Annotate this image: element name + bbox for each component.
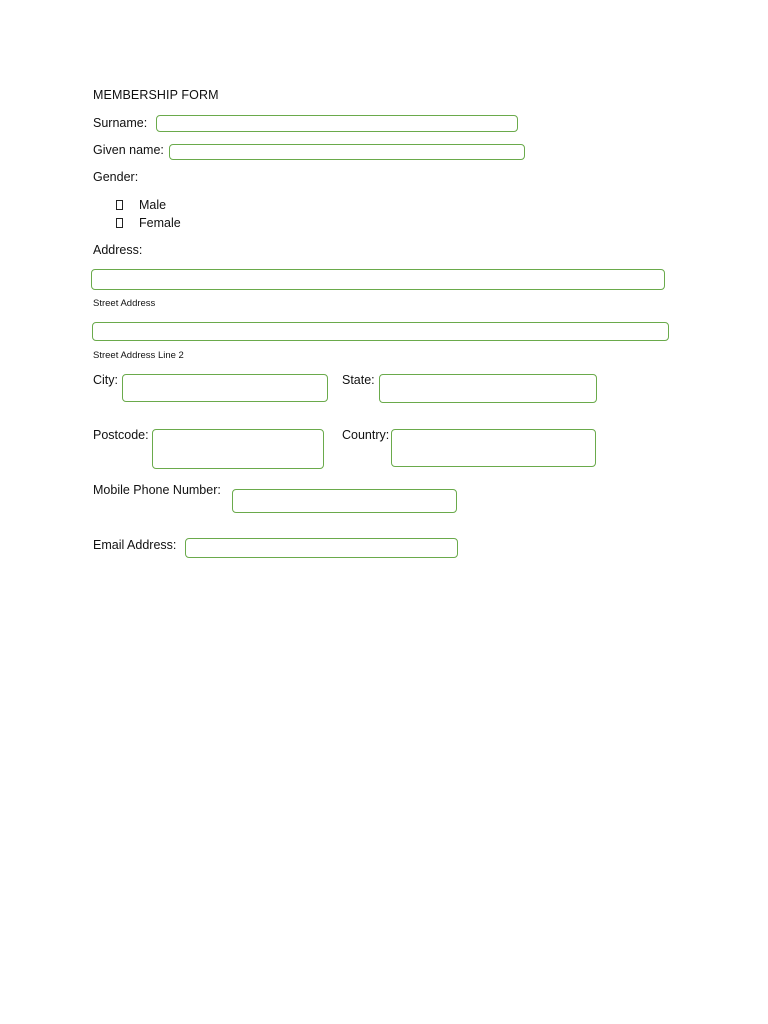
postcode-input[interactable]	[152, 429, 324, 469]
surname-label: Surname:	[93, 116, 148, 130]
country-input[interactable]	[391, 429, 596, 467]
given-name-input[interactable]	[169, 144, 525, 160]
form-title: MEMBERSHIP FORM	[93, 88, 219, 102]
street-address-line2-input[interactable]	[92, 322, 669, 341]
gender-female-checkbox[interactable]	[116, 218, 123, 228]
country-label: Country:	[342, 428, 390, 442]
given-name-label: Given name:	[93, 143, 164, 157]
street-address-input[interactable]	[91, 269, 665, 290]
gender-label: Gender:	[93, 170, 139, 184]
surname-input[interactable]	[156, 115, 518, 132]
postcode-label: Postcode:	[93, 428, 149, 442]
city-input[interactable]	[122, 374, 328, 402]
email-address-label: Email Address:	[93, 538, 177, 552]
state-input[interactable]	[379, 374, 597, 403]
mobile-phone-input[interactable]	[232, 489, 457, 513]
address-label: Address:	[93, 243, 143, 257]
mobile-phone-label: Mobile Phone Number:	[93, 483, 221, 497]
email-address-input[interactable]	[185, 538, 458, 558]
gender-male-checkbox[interactable]	[116, 200, 123, 210]
street-address-caption: Street Address	[93, 298, 156, 309]
state-label: State:	[342, 373, 375, 387]
gender-female-label: Female	[139, 216, 181, 230]
street-address-line2-caption: Street Address Line 2	[93, 350, 184, 361]
city-label: City:	[93, 373, 118, 387]
gender-male-label: Male	[139, 198, 167, 212]
